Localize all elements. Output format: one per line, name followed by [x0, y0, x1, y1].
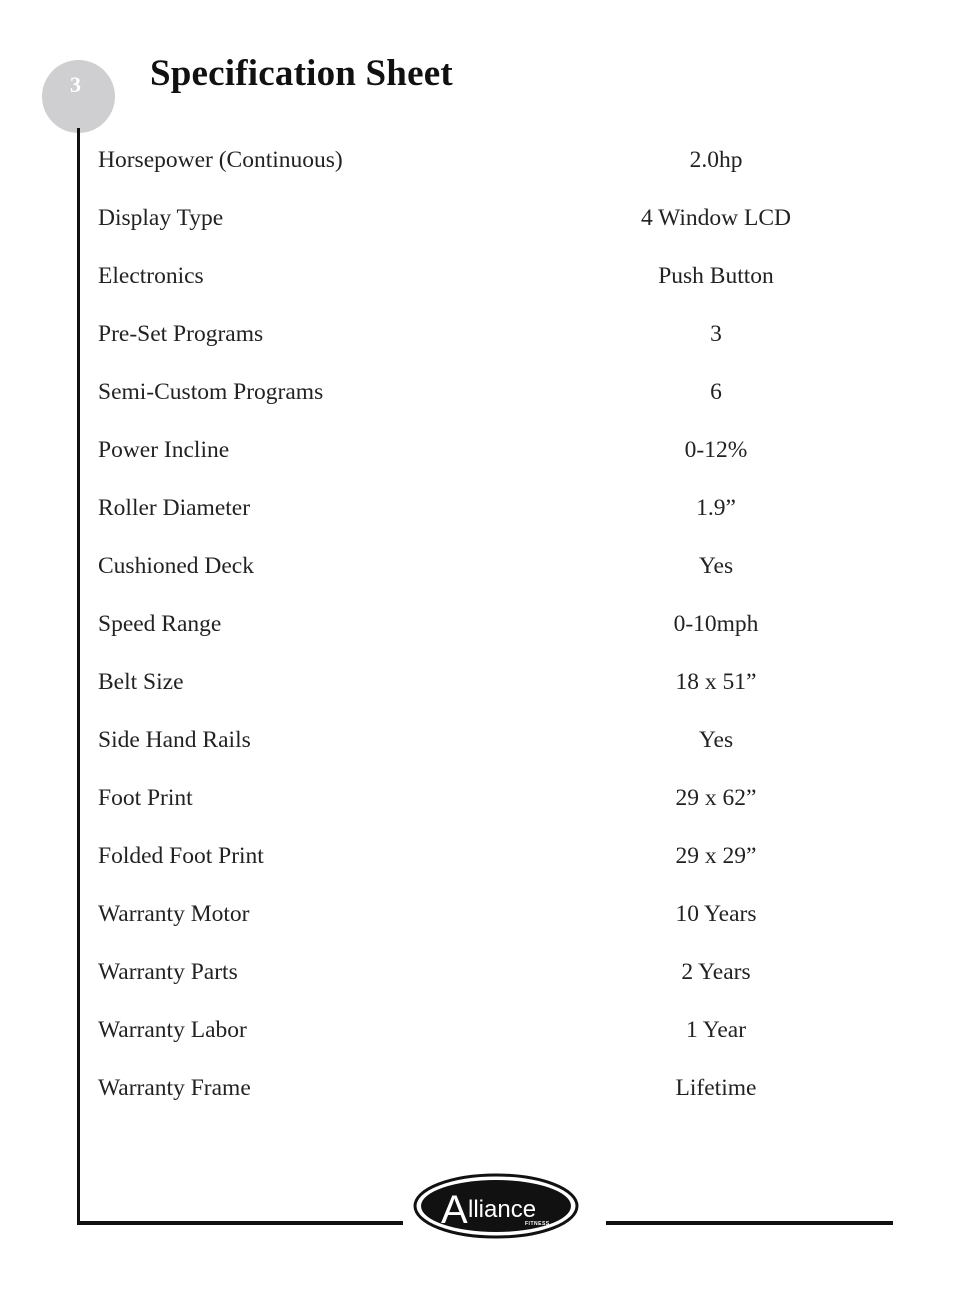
- spec-row-folded-foot-print: [98, 835, 858, 893]
- alliance-fitness-logo: [413, 1173, 579, 1239]
- spec-label: Warranty Labor: [98, 1017, 247, 1043]
- spec-row-electronics: [98, 255, 858, 313]
- logo-initial: A: [441, 1188, 468, 1232]
- spec-value: 18 x 51”: [675, 669, 757, 695]
- spec-row-display-type: [98, 197, 858, 255]
- page-number: 3: [70, 72, 81, 97]
- spec-row-warranty-labor: [98, 1009, 858, 1067]
- spec-row-side-hand-rails: [98, 719, 858, 777]
- spec-value: 6: [710, 379, 722, 405]
- spec-value: 4 Window LCD: [640, 205, 792, 231]
- spec-value: Yes: [698, 553, 734, 579]
- spec-label: Warranty Frame: [98, 1075, 251, 1101]
- spec-label: Cushioned Deck: [98, 553, 254, 579]
- page-title: Specification Sheet: [150, 53, 453, 94]
- logo-tagline: FITNESS: [525, 1221, 550, 1227]
- spec-row-semi-custom-programs: [98, 371, 858, 429]
- spec-label: Semi-Custom Programs: [98, 379, 324, 405]
- spec-row-horsepower: [98, 139, 858, 197]
- spec-label: Roller Diameter: [98, 495, 251, 521]
- spec-label: Warranty Motor: [98, 901, 250, 927]
- spec-value: 29 x 29”: [675, 843, 757, 869]
- spec-label: Electronics: [98, 263, 204, 289]
- spec-value: 29 x 62”: [675, 785, 757, 811]
- spec-value: 0-10mph: [673, 611, 759, 637]
- spec-row-warranty-frame: [98, 1067, 858, 1125]
- spec-row-power-incline: [98, 429, 858, 487]
- spec-label: Display Type: [98, 205, 224, 231]
- spec-value: 2.0hp: [689, 147, 743, 173]
- spec-label: Power Incline: [98, 437, 230, 463]
- spec-row-cushioned-deck: [98, 545, 858, 603]
- spec-value: 1.9”: [696, 495, 736, 521]
- spec-label: Horsepower (Continuous): [98, 147, 343, 173]
- spec-row-warranty-motor: [98, 893, 858, 951]
- spec-row-warranty-parts: [98, 951, 858, 1009]
- spec-row-preset-programs: [98, 313, 858, 371]
- spec-label: Speed Range: [98, 611, 222, 637]
- spec-row-roller-diameter: [98, 487, 858, 545]
- spec-label: Warranty Parts: [98, 959, 238, 985]
- spec-row-speed-range: [98, 603, 858, 661]
- spec-label: Pre-Set Programs: [98, 321, 264, 347]
- spec-value: 10 Years: [675, 901, 757, 927]
- spec-row-belt-size: [98, 661, 858, 719]
- spec-value: Push Button: [658, 263, 774, 289]
- bottom-rule-left: [77, 1221, 403, 1225]
- spec-value: 2 Years: [681, 959, 751, 985]
- spec-value: Lifetime: [675, 1075, 757, 1101]
- spec-label: Side Hand Rails: [98, 727, 251, 753]
- spec-value: 3: [710, 321, 722, 347]
- spec-value: 1 Year: [685, 1017, 747, 1043]
- logo-name: lliance: [468, 1196, 537, 1223]
- spec-row-foot-print: [98, 777, 858, 835]
- spec-value: Yes: [698, 727, 734, 753]
- bottom-rule-right: [606, 1221, 893, 1225]
- spec-label: Belt Size: [98, 669, 184, 695]
- page-number-badge: [42, 60, 115, 133]
- spec-label: Foot Print: [98, 785, 193, 811]
- spec-value: 0-12%: [684, 437, 748, 463]
- spec-list: [98, 139, 858, 1125]
- spec-label: Folded Foot Print: [98, 843, 264, 869]
- left-vertical-rule: [77, 128, 80, 1225]
